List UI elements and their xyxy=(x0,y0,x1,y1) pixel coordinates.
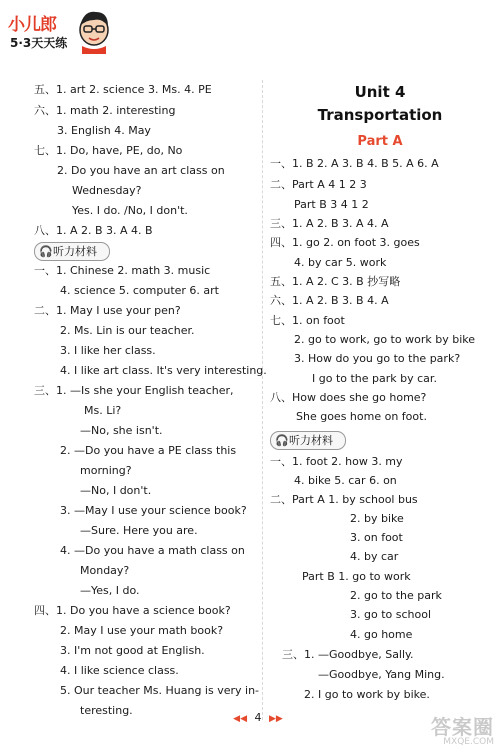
left-listen-line-15: 4. —Do you have a math class on xyxy=(60,544,245,557)
left-line-3: 3. English 4. May xyxy=(57,124,151,137)
right-listen-line-13: 2. I go to work by bike. xyxy=(304,688,430,701)
next-arrows-icon: ▶▶ xyxy=(269,714,283,724)
headphones-icon: 🎧 xyxy=(39,245,53,258)
left-listen-line-16: Monday? xyxy=(80,564,130,577)
right-listen-line-3: 二、Part A 1. by school bus xyxy=(270,493,418,506)
right-line-4: 三、1. A 2. B 3. A 4. A xyxy=(270,217,389,230)
right-listen-line-11: 三、1. —Goodbye, Sally. xyxy=(282,648,414,661)
watermark-line-2: MXQE.COM xyxy=(443,737,494,747)
left-line-5: 2. Do you have an art class on xyxy=(57,164,225,177)
right-listen-line-7: Part B 1. go to work xyxy=(302,570,411,583)
right-line-10: 2. go to work, go to work by bike xyxy=(294,333,475,346)
left-listen-line-2: 4. science 5. computer 6. art xyxy=(60,284,219,297)
left-listen-line-7: 三、1. —Is she your English teacher, xyxy=(34,384,234,397)
left-listen-line-21: 4. I like science class. xyxy=(60,664,179,677)
mascot-icon xyxy=(74,8,114,54)
left-listen-line-14: —Sure. Here you are. xyxy=(80,524,198,537)
left-listen-line-9: —No, she isn't. xyxy=(80,424,163,437)
left-listen-line-12: —No, I don't. xyxy=(80,484,152,497)
right-line-11: 3. How do you go to the park? xyxy=(294,352,461,365)
right-line-8: 六、1. A 2. B 3. B 4. A xyxy=(270,294,389,307)
right-line-6: 4. by car 5. work xyxy=(294,256,387,269)
left-listen-line-23: teresting. xyxy=(80,704,133,717)
unit-label: Unit 4 xyxy=(354,83,406,101)
left-line-6: Wednesday? xyxy=(72,184,142,197)
left-listen-line-3: 二、1. May I use your pen? xyxy=(34,304,181,317)
brand-title: 小儿郎 xyxy=(8,15,56,35)
left-listen-line-1: 一、1. Chinese 2. math 3. music xyxy=(34,264,211,277)
right-listen-line-9: 3. go to school xyxy=(350,608,432,621)
right-listening-label: 听力材料 xyxy=(289,434,333,447)
right-line-7: 五、1. A 2. C 3. B 抄写略 xyxy=(270,275,401,288)
right-listen-line-10: 4. go home xyxy=(350,628,413,641)
left-listen-line-4: 2. Ms. Lin is our teacher. xyxy=(60,324,195,337)
headphones-icon: 🎧 xyxy=(275,434,289,447)
left-line-1: 五、1. art 2. science 3. Ms. 4. PE xyxy=(34,83,212,96)
left-line-7: Yes. I do. /No, I don't. xyxy=(72,204,188,217)
right-listen-line-2: 4. bike 5. car 6. on xyxy=(294,474,397,487)
right-line-1: 一、1. B 2. A 3. B 4. B 5. A 6. A xyxy=(270,157,439,170)
brand-subtitle: 5·3天天练 xyxy=(10,36,68,50)
left-line-2: 六、1. math 2. interesting xyxy=(34,104,176,117)
left-listen-line-22: 5. Our teacher Ms. Huang is very in- xyxy=(60,684,260,697)
left-listen-line-6: 4. I like art class. It's very interesting. xyxy=(60,364,267,377)
right-line-3: Part B 3 4 1 2 xyxy=(294,198,369,211)
brand-logo xyxy=(8,8,118,58)
left-listen-line-10: 2. —Do you have a PE class this xyxy=(60,444,237,457)
right-listen-line-5: 3. on foot xyxy=(350,531,403,544)
right-listen-line-12: —Goodbye, Yang Ming. xyxy=(318,668,445,681)
left-listen-line-11: morning? xyxy=(80,464,132,477)
left-listen-line-5: 3. I like her class. xyxy=(60,344,156,357)
column-divider xyxy=(262,80,263,720)
right-listen-line-8: 2. go to the park xyxy=(350,589,442,602)
watermark xyxy=(431,717,494,747)
right-listen-line-6: 4. by car xyxy=(350,550,399,563)
right-line-5: 四、1. go 2. on foot 3. goes xyxy=(270,236,420,249)
left-line-4: 七、1. Do, have, PE, do, No xyxy=(34,144,183,157)
right-listening-header xyxy=(270,431,346,450)
left-listening-label: 听力材料 xyxy=(53,245,97,258)
page-number: 4 xyxy=(254,711,262,724)
left-listening-header xyxy=(34,242,110,261)
prev-arrows-icon: ◀◀ xyxy=(233,714,247,724)
left-line-8: 八、1. A 2. B 3. A 4. B xyxy=(34,224,153,237)
left-listen-line-13: 3. —May I use your science book? xyxy=(60,504,247,517)
page-footer xyxy=(228,711,288,724)
part-a-heading: Part A xyxy=(357,134,403,149)
left-listen-line-18: 四、1. Do you have a science book? xyxy=(34,604,231,617)
watermark-line-1: 答案圈 xyxy=(431,715,494,739)
right-line-14: She goes home on foot. xyxy=(296,410,427,423)
right-line-13: 八、How does she go home? xyxy=(270,391,427,404)
right-line-2: 二、Part A 4 1 2 3 xyxy=(270,178,367,191)
left-listen-line-20: 3. I'm not good at English. xyxy=(60,644,205,657)
right-line-12: I go to the park by car. xyxy=(312,372,437,385)
left-listen-line-19: 2. May I use your math book? xyxy=(60,624,224,637)
unit-title: Transportation xyxy=(317,106,443,124)
right-listen-line-4: 2. by bike xyxy=(350,512,404,525)
right-listen-line-1: 一、1. foot 2. how 3. my xyxy=(270,455,403,468)
right-line-9: 七、1. on foot xyxy=(270,314,345,327)
left-listen-line-8: Ms. Li? xyxy=(84,404,122,417)
left-listen-line-17: —Yes, I do. xyxy=(80,584,140,597)
